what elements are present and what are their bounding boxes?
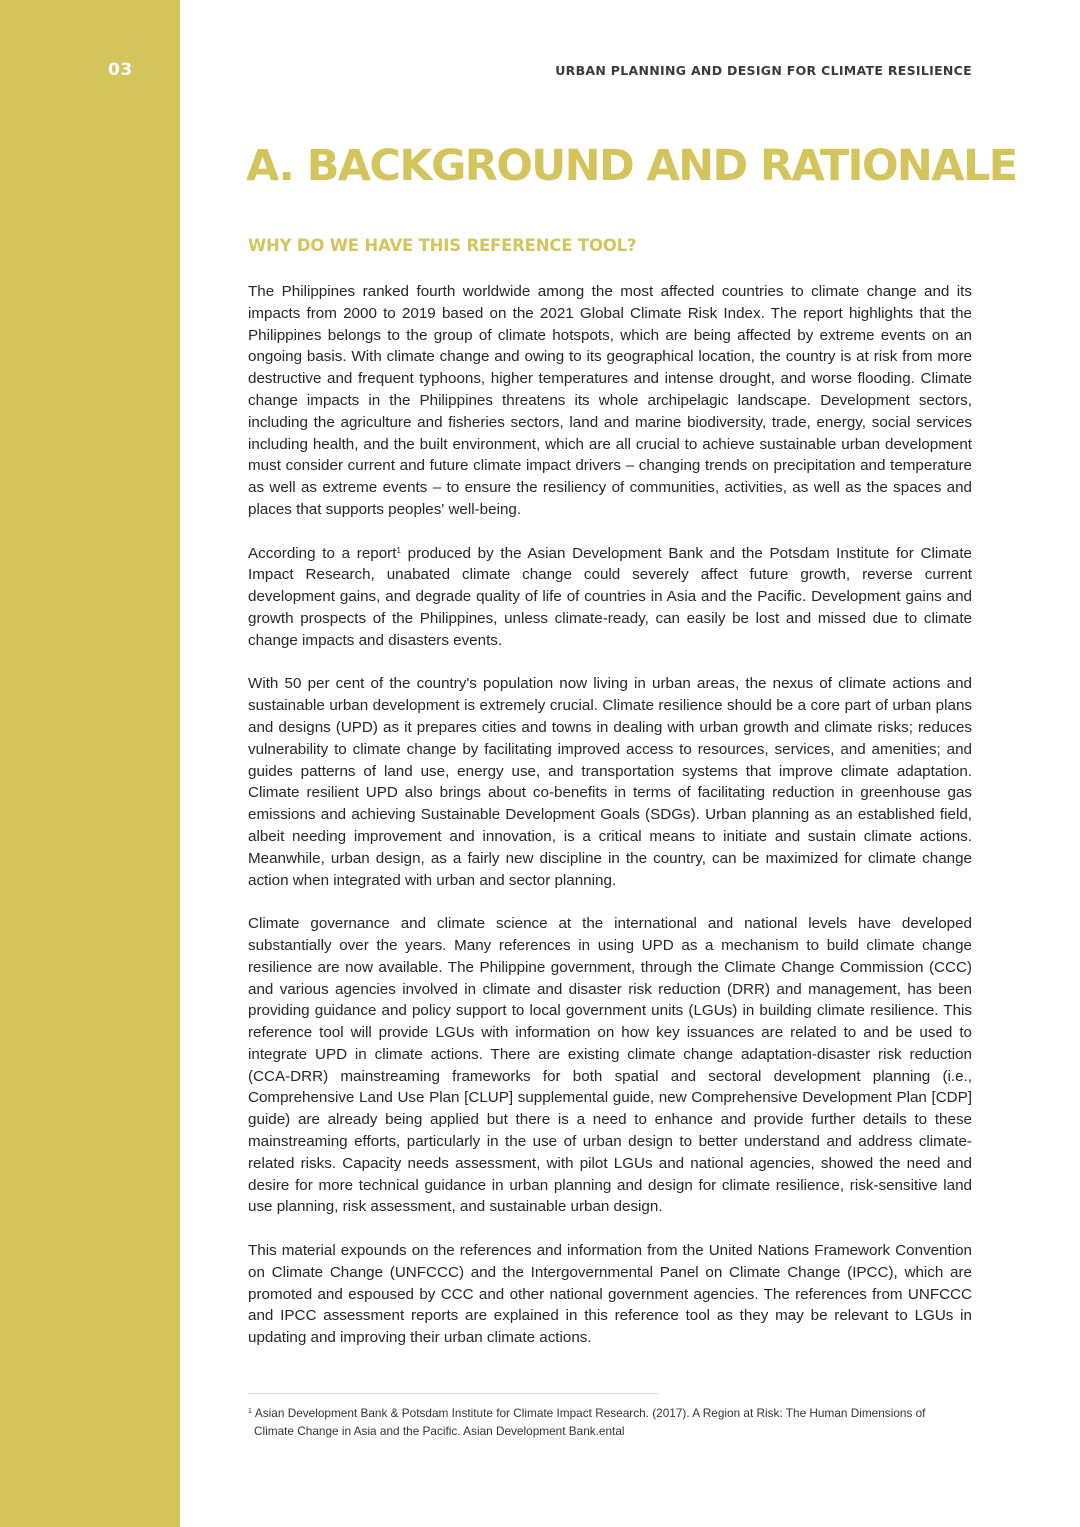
footnote — [248, 1404, 948, 1440]
page-title: A. BACKGROUND AND RATIONALE — [246, 141, 1017, 191]
paragraph-2-text-end: produced by the Asian Development Bank and the Potsdam Institute for Climate Impact Research, unabated climate change could severely affect future growth, reverse current development gains, and degrade quality of life of countries in Asia and the Pacific. Development gains and growth prospects of the Philippines, unless climate-ready, can easily be lost and missed due to climate change impacts and disasters events. — [248, 544, 972, 649]
footnote-text-1: Asian Development Bank & Potsdam Institute for Climate Impact Research. (2017). A Region at Risk: The Human Dimensions of — [254, 1406, 926, 1420]
paragraph-1: The Philippines ranked fourth worldwide among the most affected countries to climate change and its impacts from 2000 to 2019 based on the 2021 Global Climate Risk Index. The report highlights that the Philippines belongs to the group of climate hotspots, which are being affected by extreme events on an ongoing basis. With climate change and owing to its geographical location, the country is at risk from more destructive and frequent typhoons, higher temperatures and intense drought, and worse flooding. Climate change impacts in the Philippines threatens its whole archipelagic landscape. Development sectors, including the agriculture and fisheries sectors, land and marine biodiversity, trade, energy, social services including health, and the built environment, which are all crucial to achieve sustainable urban development must consider current and future climate impact drivers – changing trends on precipitation and temperature as well as extreme events – to ensure the resiliency of communities, activities, as well as the spaces and places that supports peoples' well-being. — [248, 283, 972, 518]
paragraph-3: With 50 per cent of the country's population now living in urban areas, the nexus of climate actions and sustainable urban development is extremely crucial. Climate resilience should be a core part of urban plans and designs (UPD) as it prepares cities and towns in dealing with urban growth and climate risks; reduces vulnerability to climate change by facilitating improved access to resources, services, and amenities; and guides patterns of land use, energy use, and transportation systems that improve climate adaptation. Climate resilient UPD also brings about co-benefits in terms of facilitating reduction in greenhouse gas emissions and achieving Sustainable Development Goals (SDGs). Urban planning as an established field, albeit needing improvement and innovation, is a critical means to initiate and sustain climate actions. Meanwhile, urban design, as a fairly new discipline in the country, can be maximized for climate change action when integrated with urban and sector planning. — [248, 675, 972, 889]
footnote-reference-1[interactable]: 1 — [396, 545, 401, 555]
body-text — [248, 281, 972, 1371]
footnote-marker: 1 — [248, 1408, 252, 1415]
section-heading: WHY DO WE HAVE THIS REFERENCE TOOL? — [248, 236, 637, 255]
paragraph-4: Climate governance and climate science at the international and national levels have developed substantially over the years. Many references in using UPD as a mechanism to build climate change resilience are now available. The Philippine government, through the Climate Change Commission (CCC) and various agencies involved in climate and disaster risk reduction (DRR) and management, has been providing guidance and policy support to local government units (LGUs) in building climate resilience. This reference tool will provide LGUs with information on how key issuances are related to and be used to integrate UPD in climate actions. There are existing climate change adaptation-disaster risk reduction (CCA-DRR) mainstreaming frameworks for both spatial and sectoral development planning (i.e., Comprehensive Land Use Plan [CLUP] supplemental guide, new Comprehensive Development Plan [CDP] guide) are already being applied but there is a need to enhance and provide further details to these mainstreaming efforts, particularly in the use of urban design to better understand and address climate-related risks. Capacity needs assessment, with pilot LGUs and national agencies, showed the need and desire for more technical guidance in urban planning and design for climate resilience, risk-sensitive land use planning, risk assessment, and sustainable urban design. — [248, 915, 972, 1216]
paragraph-2 — [248, 543, 972, 652]
footnote-divider — [248, 1393, 658, 1394]
page-number: 03 — [108, 60, 133, 80]
paragraph-2-text-start: According to a report — [248, 544, 397, 562]
footnote-line-1 — [248, 1404, 948, 1422]
footnote-line-2: Climate Change in Asia and the Pacific. Asian Development Bank.ental — [254, 1424, 625, 1438]
accent-sidebar — [0, 0, 180, 1527]
paragraph-5: This material expounds on the references and information from the United Nations Framework Convention on Climate Change (UNFCCC) and the Intergovernmental Panel on Climate Change (IPCC), which are promoted and espoused by CCC and other national government agencies. The references from UNFCCC and IPCC assessment reports are explained in this reference tool as they may be relevant to LGUs in updating and improving their urban climate actions. — [248, 1242, 972, 1347]
running-header: URBAN PLANNING AND DESIGN FOR CLIMATE RESILIENCE — [555, 63, 972, 78]
